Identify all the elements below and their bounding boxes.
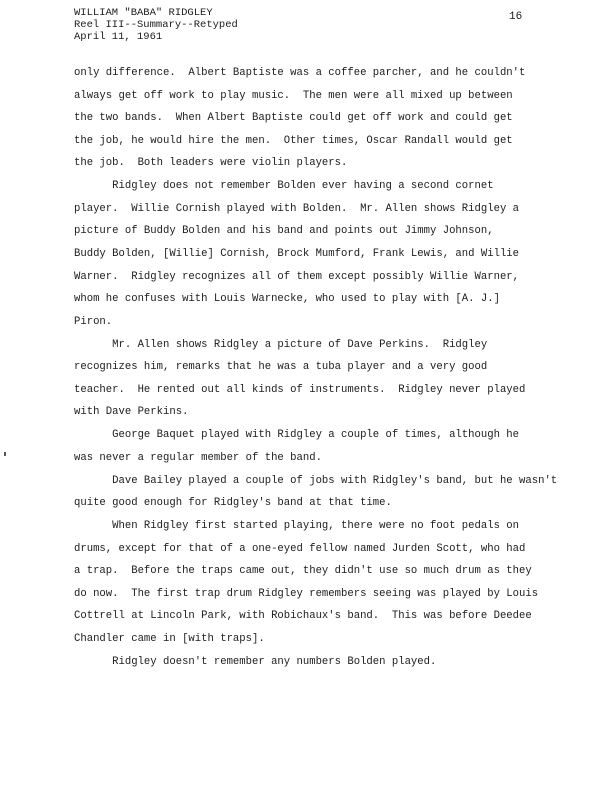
text-line: the job. Both leaders were violin players. bbox=[74, 157, 348, 169]
text-line: a trap. Before the traps came out, they didn't use so much drum as they bbox=[74, 565, 532, 577]
text-line: Mr. Allen shows Ridgley a picture of Dave Perkins. Ridgley bbox=[74, 339, 488, 351]
text-line: Ridgley does not remember Bolden ever having a second cornet bbox=[74, 180, 494, 192]
text-line: do now. The first trap drum Ridgley remembers seeing was played by Louis bbox=[74, 588, 539, 600]
header-reel: Reel III--Summary--Retyped bbox=[74, 19, 238, 31]
text-line: quite good enough for Ridgley's band at that time. bbox=[74, 497, 392, 509]
text-line: George Baquet played with Ridgley a couple of times, although he bbox=[74, 429, 520, 441]
text-line: Chandler came in [with traps]. bbox=[74, 633, 265, 645]
page-header bbox=[74, 7, 238, 43]
page-number: 16 bbox=[509, 11, 523, 23]
text-line: with Dave Perkins. bbox=[74, 406, 189, 418]
scan-speck bbox=[4, 452, 6, 456]
text-line: recognizes him, remarks that he was a tuba player and a very good bbox=[74, 361, 488, 373]
text-line: drums, except for that of a one-eyed fellow named Jurden Scott, who had bbox=[74, 543, 526, 555]
text-line: player. Willie Cornish played with Bolden. Mr. Allen shows Ridgley a bbox=[74, 203, 520, 215]
text-line: whom he confuses with Louis Warnecke, who used to play with [A. J.] bbox=[74, 293, 500, 305]
text-line: Ridgley doesn't remember any numbers Bolden played. bbox=[74, 656, 437, 668]
text-line: Piron. bbox=[74, 316, 113, 328]
header-name: WILLIAM "BABA" RIDGLEY bbox=[74, 7, 213, 19]
text-line: Warner. Ridgley recognizes all of them except possibly Willie Warner, bbox=[74, 271, 520, 283]
text-line: only difference. Albert Baptiste was a coffee parcher, and he couldn't bbox=[74, 67, 526, 79]
text-line: the job, he would hire the men. Other times, Oscar Randall would get bbox=[74, 135, 513, 147]
text-line: Dave Bailey played a couple of jobs with Ridgley's band, but he wasn't bbox=[74, 475, 558, 487]
header-date: April 11, 1961 bbox=[74, 31, 163, 43]
text-line: the two bands. When Albert Baptiste could get off work and could get bbox=[74, 112, 513, 124]
text-line: Buddy Bolden, [Willie] Cornish, Brock Mumford, Frank Lewis, and Willie bbox=[74, 248, 520, 260]
text-line: Cottrell at Lincoln Park, with Robichaux's band. This was before Deedee bbox=[74, 610, 532, 622]
text-line: picture of Buddy Bolden and his band and points out Jimmy Johnson, bbox=[74, 225, 494, 237]
text-line: was never a regular member of the band. bbox=[74, 452, 322, 464]
text-line: When Ridgley first started playing, there were no foot pedals on bbox=[74, 520, 520, 532]
text-line: always get off work to play music. The men were all mixed up between bbox=[74, 90, 513, 102]
text-line: teacher. He rented out all kinds of instruments. Ridgley never played bbox=[74, 384, 526, 396]
